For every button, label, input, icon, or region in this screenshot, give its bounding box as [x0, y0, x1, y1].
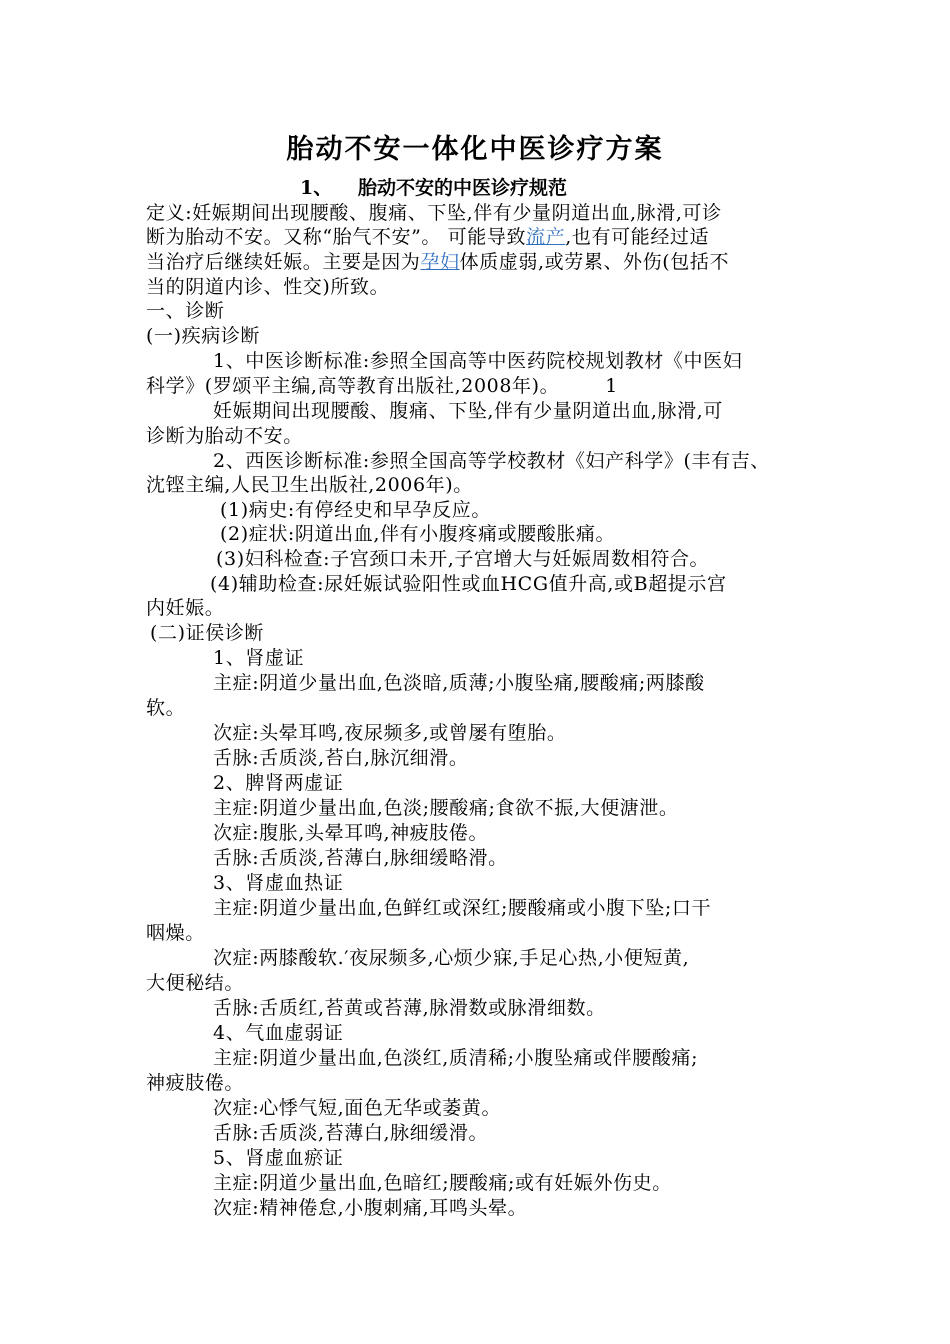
syndrome-minor: 次症:心悸气短,面色无华或萎黄。 — [213, 1097, 502, 1119]
syndrome-minor: 大便秘结。 — [146, 972, 245, 994]
syndrome-tongue: 舌脉:舌质淡,苔白,脉沉细滑。 — [213, 747, 469, 769]
tcm-description-line: 诊断为胎动不安。 — [146, 425, 303, 447]
tcm-standard-text: 科学》(罗颂平主编,高等教育出版社,2008年)。 — [146, 375, 560, 397]
syndrome-minor: 次症:两膝酸软.′夜尿频多,心烦少寐,手足心热,小便短黄, — [213, 947, 690, 969]
link-pregnant-woman[interactable]: 孕妇 — [420, 251, 460, 273]
definition-text: 当治疗后继续妊娠。主要是因为 — [146, 251, 421, 273]
syndrome-name: 4、气血虚弱证 — [213, 1022, 344, 1044]
heading-disease-diagnosis: (一)疾病诊断 — [146, 325, 261, 347]
syndrome-main: 主症:阴道少量出血,色淡;腰酸痛;食欲不振,大便溏泄。 — [213, 797, 679, 819]
syndrome-main: 主症:阴道少量出血,色鲜红或深红;腰酸痛或小腹下坠;口干 — [213, 897, 712, 919]
syndrome-main: 主症:阴道少量出血,色淡红,质清稀;小腹坠痛或伴腰酸痛; — [213, 1047, 699, 1069]
wm-standard-line: 2、西医诊断标准:参照全国高等学校教材《妇产科学》(丰有吉、 — [213, 450, 770, 472]
tcm-description-line: 妊娠期间出现腰酸、腹痛、下坠,伴有少量阴道出血,脉滑,可 — [213, 400, 723, 422]
definition-text: ,也有可能经过适 — [565, 226, 710, 248]
syndrome-name: 3、肾虚血热证 — [213, 872, 344, 894]
syndrome-main: 咽燥。 — [146, 922, 205, 944]
syndrome-tongue: 舌脉:舌质淡,苔薄白,脉细缓滑。 — [213, 1122, 489, 1144]
footnote-marker: 1 — [605, 375, 618, 397]
link-miscarriage[interactable]: 流产 — [526, 226, 566, 248]
syndrome-tongue: 舌脉:舌质淡,苔薄白,脉细缓略滑。 — [213, 847, 508, 869]
syndrome-minor: 次症:腹胀,头晕耳鸣,神疲肢倦。 — [213, 822, 489, 844]
syndrome-name: 5、肾虚血瘀证 — [213, 1147, 344, 1169]
document-title: 胎动不安一体化中医诊疗方案 — [286, 134, 664, 165]
syndrome-minor: 次症:精神倦怠,小腹刺痛,耳鸣头晕。 — [213, 1197, 528, 1219]
definition-line: 定义:妊娠期间出现腰酸、腹痛、下坠,伴有少量阴道出血,脉滑,可诊 — [146, 202, 722, 224]
wm-item-auxiliary: 内妊娠。 — [146, 597, 225, 619]
syndrome-main: 主症:阴道少量出血,色暗红;腰酸痛;或有妊娠外伤史。 — [213, 1172, 672, 1194]
syndrome-main: 主症:阴道少量出血,色淡暗,质薄;小腹坠痛,腰酸痛;两膝酸 — [213, 672, 705, 694]
section-number: 1、 — [300, 177, 333, 199]
heading-diagnosis: 一、诊断 — [146, 300, 225, 322]
syndrome-name: 2、脾肾两虚证 — [213, 772, 344, 794]
heading-syndrome-diagnosis: (二)证侯诊断 — [150, 622, 265, 644]
definition-text: 体质虚弱,或劳累、外伤(包括不 — [459, 251, 730, 273]
section-heading-text: 胎动不安的中医诊疗规范 — [358, 177, 568, 199]
tcm-standard-line: 1、中医诊断标准:参照全国高等中医药院校规划教材《中医妇 — [213, 350, 743, 372]
wm-item-auxiliary: (4)辅助检查:尿妊娠试验阳性或血HCG值升高,或B超提示宫 — [210, 573, 727, 595]
section-heading — [300, 176, 567, 200]
syndrome-name: 1、肾虚证 — [213, 647, 305, 669]
definition-text: 断为胎动不安。又称“胎气不安”。 可能导致 — [146, 226, 527, 248]
definition-line — [146, 225, 709, 249]
wm-item-symptom: (2)症状:阴道出血,伴有小腹疼痛或腰酸胀痛。 — [220, 523, 616, 545]
wm-standard-line: 沈铿主编,人民卫生出版社,2006年)。 — [146, 474, 473, 496]
definition-line: 当的阴道内诊、性交)所致。 — [146, 276, 390, 298]
wm-item-exam: (3)妇科检查:子宫颈口未开,子宫增大与妊娠周数相符合。 — [216, 548, 710, 570]
syndrome-minor: 次症:头晕耳鸣,夜尿频多,或曾屡有堕胎。 — [213, 722, 567, 744]
tcm-standard-line — [146, 374, 618, 398]
definition-line — [146, 250, 729, 274]
syndrome-main: 软。 — [146, 697, 186, 719]
syndrome-main: 神疲肢倦。 — [146, 1072, 245, 1094]
wm-item-history: (1)病史:有停经史和早孕反应。 — [220, 499, 491, 521]
syndrome-tongue: 舌脉:舌质红,苔黄或苔薄,脉滑数或脉滑细数。 — [213, 997, 606, 1019]
